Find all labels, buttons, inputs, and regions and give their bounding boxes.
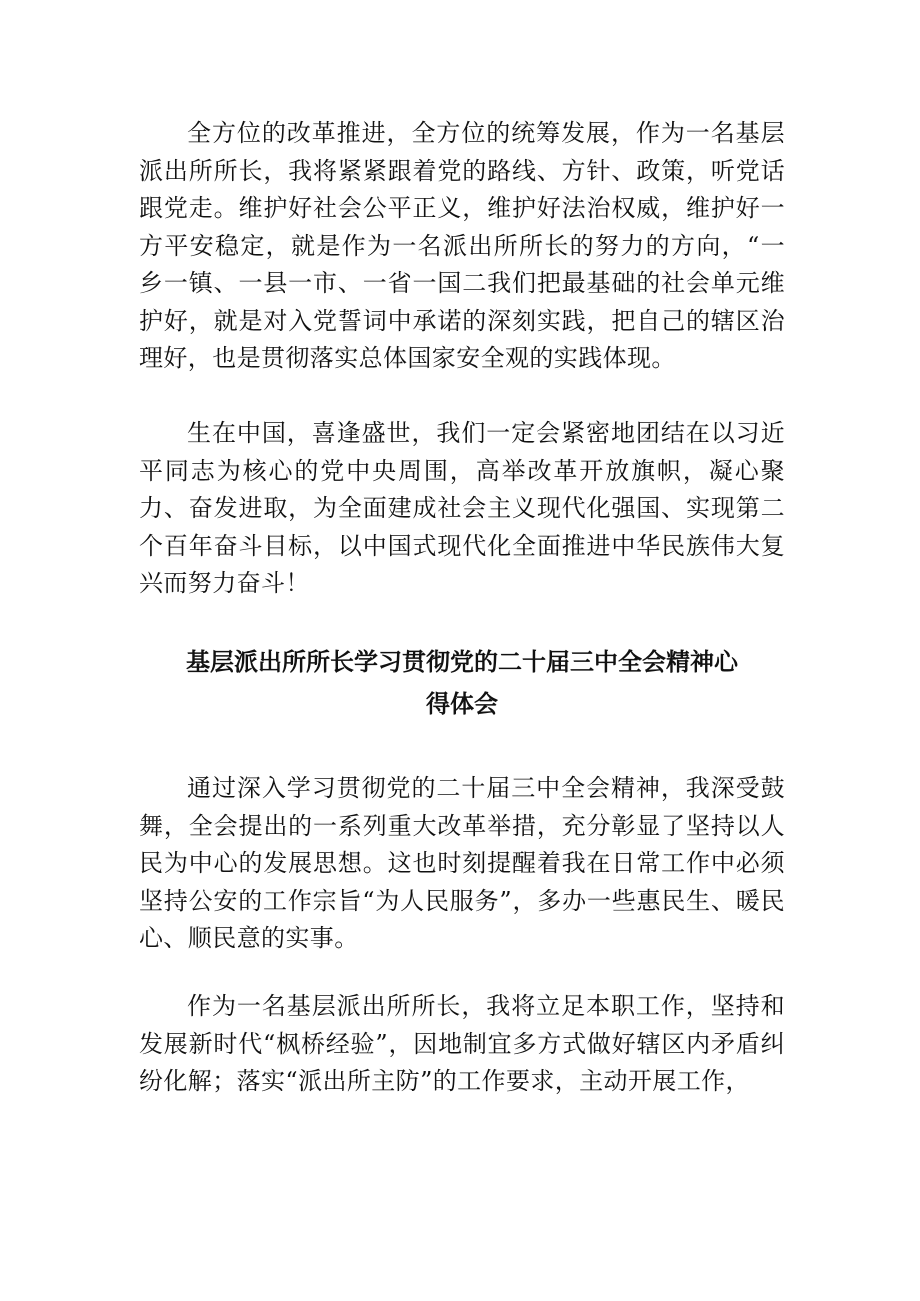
paragraph-security-role: 全方位的改革推进，全方位的统筹发展，作为一名基层派出所所长，我将紧紧跟着党的路线、方针、政策，听党话跟党走。维护好社会公平正义，维护好法治权威，维护好一方平安稳定，就是作为一名派出所所长的努力的方向，“一乡一镇、一县一市、一省一国二我们把最基础的社会单元维护好，就是对入党誓词中承诺的深刻实践，把自己的辖区治理好，也是贯彻落实总体国家安全观的实践体现。 (139, 119, 785, 372)
paragraph-station-chief-duty: 作为一名基层派出所所长，我将立足本职工作，坚持和发展新时代“枫桥经验”，因地制宜多方式做好辖区内矛盾纠纷化解；落实“派出所主防”的工作要求，主动开展工作， (139, 992, 785, 1095)
title-line-2: 得体会 (426, 690, 498, 718)
paragraph-study-plenum: 通过深入学习贯彻党的二十届三中全会精神，我深受鼓舞，全会提出的一系列重大改革举措，充分彰显了坚持以人民为中心的发展思想。这也时刻提醒着我在日常工作中必须坚持公安的工作宗旨“为人民服务”，多办一些惠民生、暖民心、顺民意的实事。 (139, 774, 785, 952)
title-line-1: 基层派出所所长学习贯彻党的二十届三中全会精神心 (186, 648, 738, 676)
paragraph-prosperous-era: 生在中国，喜逢盛世，我们一定会紧密地团结在以习近平同志为核心的党中央周围，高举改革开放旗帜，凝心聚力、奋发进取，为全面建成社会主义现代化强国、实现第二个百年奋斗目标，以中国式现代化全面推进中华民族伟大复兴而努力奋斗！ (139, 419, 785, 597)
document-title (139, 641, 785, 725)
